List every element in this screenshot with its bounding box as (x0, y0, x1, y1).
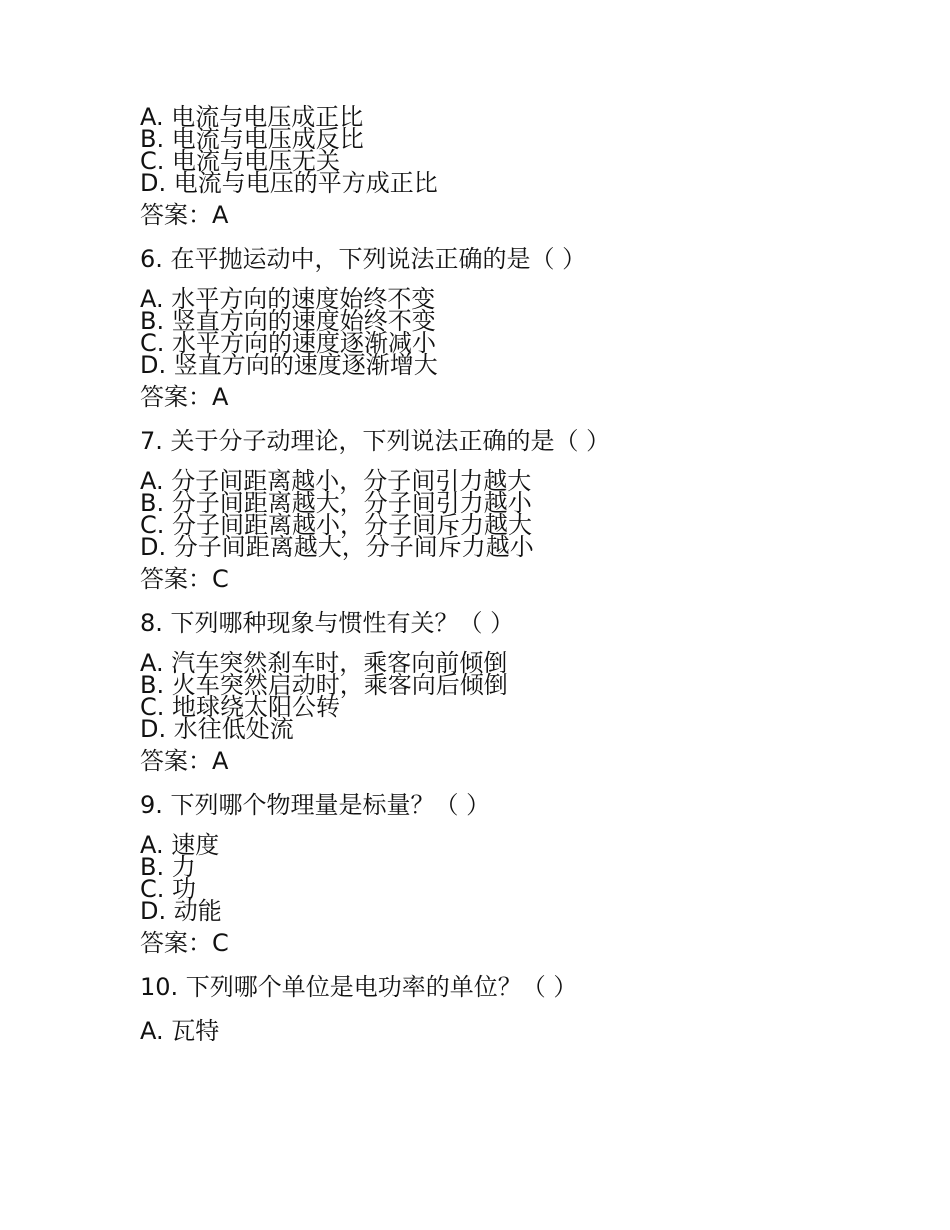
option-b: B. 电流与电压成反比 (140, 125, 364, 153)
question-block-9 (140, 790, 840, 972)
option-list (140, 285, 840, 379)
question-block-8 (140, 608, 840, 790)
option-b: B. 分子间距离越大，分子间引力越小 (140, 489, 532, 517)
option-c: C. 功 (140, 875, 197, 903)
option-a: A. 分子间距离越小，分子间引力越大 (140, 467, 532, 495)
answer-text: 答案：C (140, 565, 229, 593)
option-a: A. 速度 (140, 831, 220, 859)
option-d: D. 竖直方向的速度逐渐增大 (140, 351, 438, 379)
question-text: 7. 关于分子动理论，下列说法正确的是（ ） (140, 427, 611, 455)
option-list (140, 467, 840, 561)
option-c: C. 电流与电压无关 (140, 147, 341, 175)
option-list (140, 649, 840, 743)
answer-text: 答案：A (140, 201, 229, 229)
question-text: 6. 在平抛运动中，下列说法正确的是（ ） (140, 245, 587, 273)
option-c: C. 地球绕太阳公转 (140, 693, 341, 721)
option-d: D. 分子间距离越大，分子间斥力越小 (140, 533, 534, 561)
question-text: 8. 下列哪种现象与惯性有关？（ ） (140, 609, 515, 637)
option-b: B. 力 (140, 853, 196, 881)
question-block-10 (140, 972, 840, 1046)
document-page (140, 103, 840, 1046)
option-d: D. 水往低处流 (140, 715, 294, 743)
option-c: C. 分子间距离越小，分子间斥力越大 (140, 511, 533, 539)
answer-text: 答案：C (140, 929, 229, 957)
option-list (140, 103, 840, 197)
option-d: D. 动能 (140, 897, 222, 925)
question-text: 10. 下列哪个单位是电功率的单位？（ ） (140, 973, 578, 1001)
question-text: 9. 下列哪个物理量是标量？（ ） (140, 791, 491, 819)
answer-text: 答案：A (140, 747, 229, 775)
question-block-5 (140, 103, 840, 244)
option-a: A. 水平方向的速度始终不变 (140, 285, 436, 313)
option-a: A. 电流与电压成正比 (140, 103, 364, 131)
answer-text: 答案：A (140, 383, 229, 411)
option-list (140, 831, 840, 925)
option-b: B. 火车突然启动时，乘客向后倾倒 (140, 671, 508, 699)
option-c: C. 水平方向的速度逐渐减小 (140, 329, 437, 357)
option-b: B. 竖直方向的速度始终不变 (140, 307, 436, 335)
option-a: A. 瓦特 (140, 1017, 220, 1045)
option-a: A. 汽车突然刹车时，乘客向前倾倒 (140, 649, 508, 677)
question-block-6 (140, 244, 840, 426)
option-d: D. 电流与电压的平方成正比 (140, 169, 438, 197)
question-block-7 (140, 426, 840, 608)
